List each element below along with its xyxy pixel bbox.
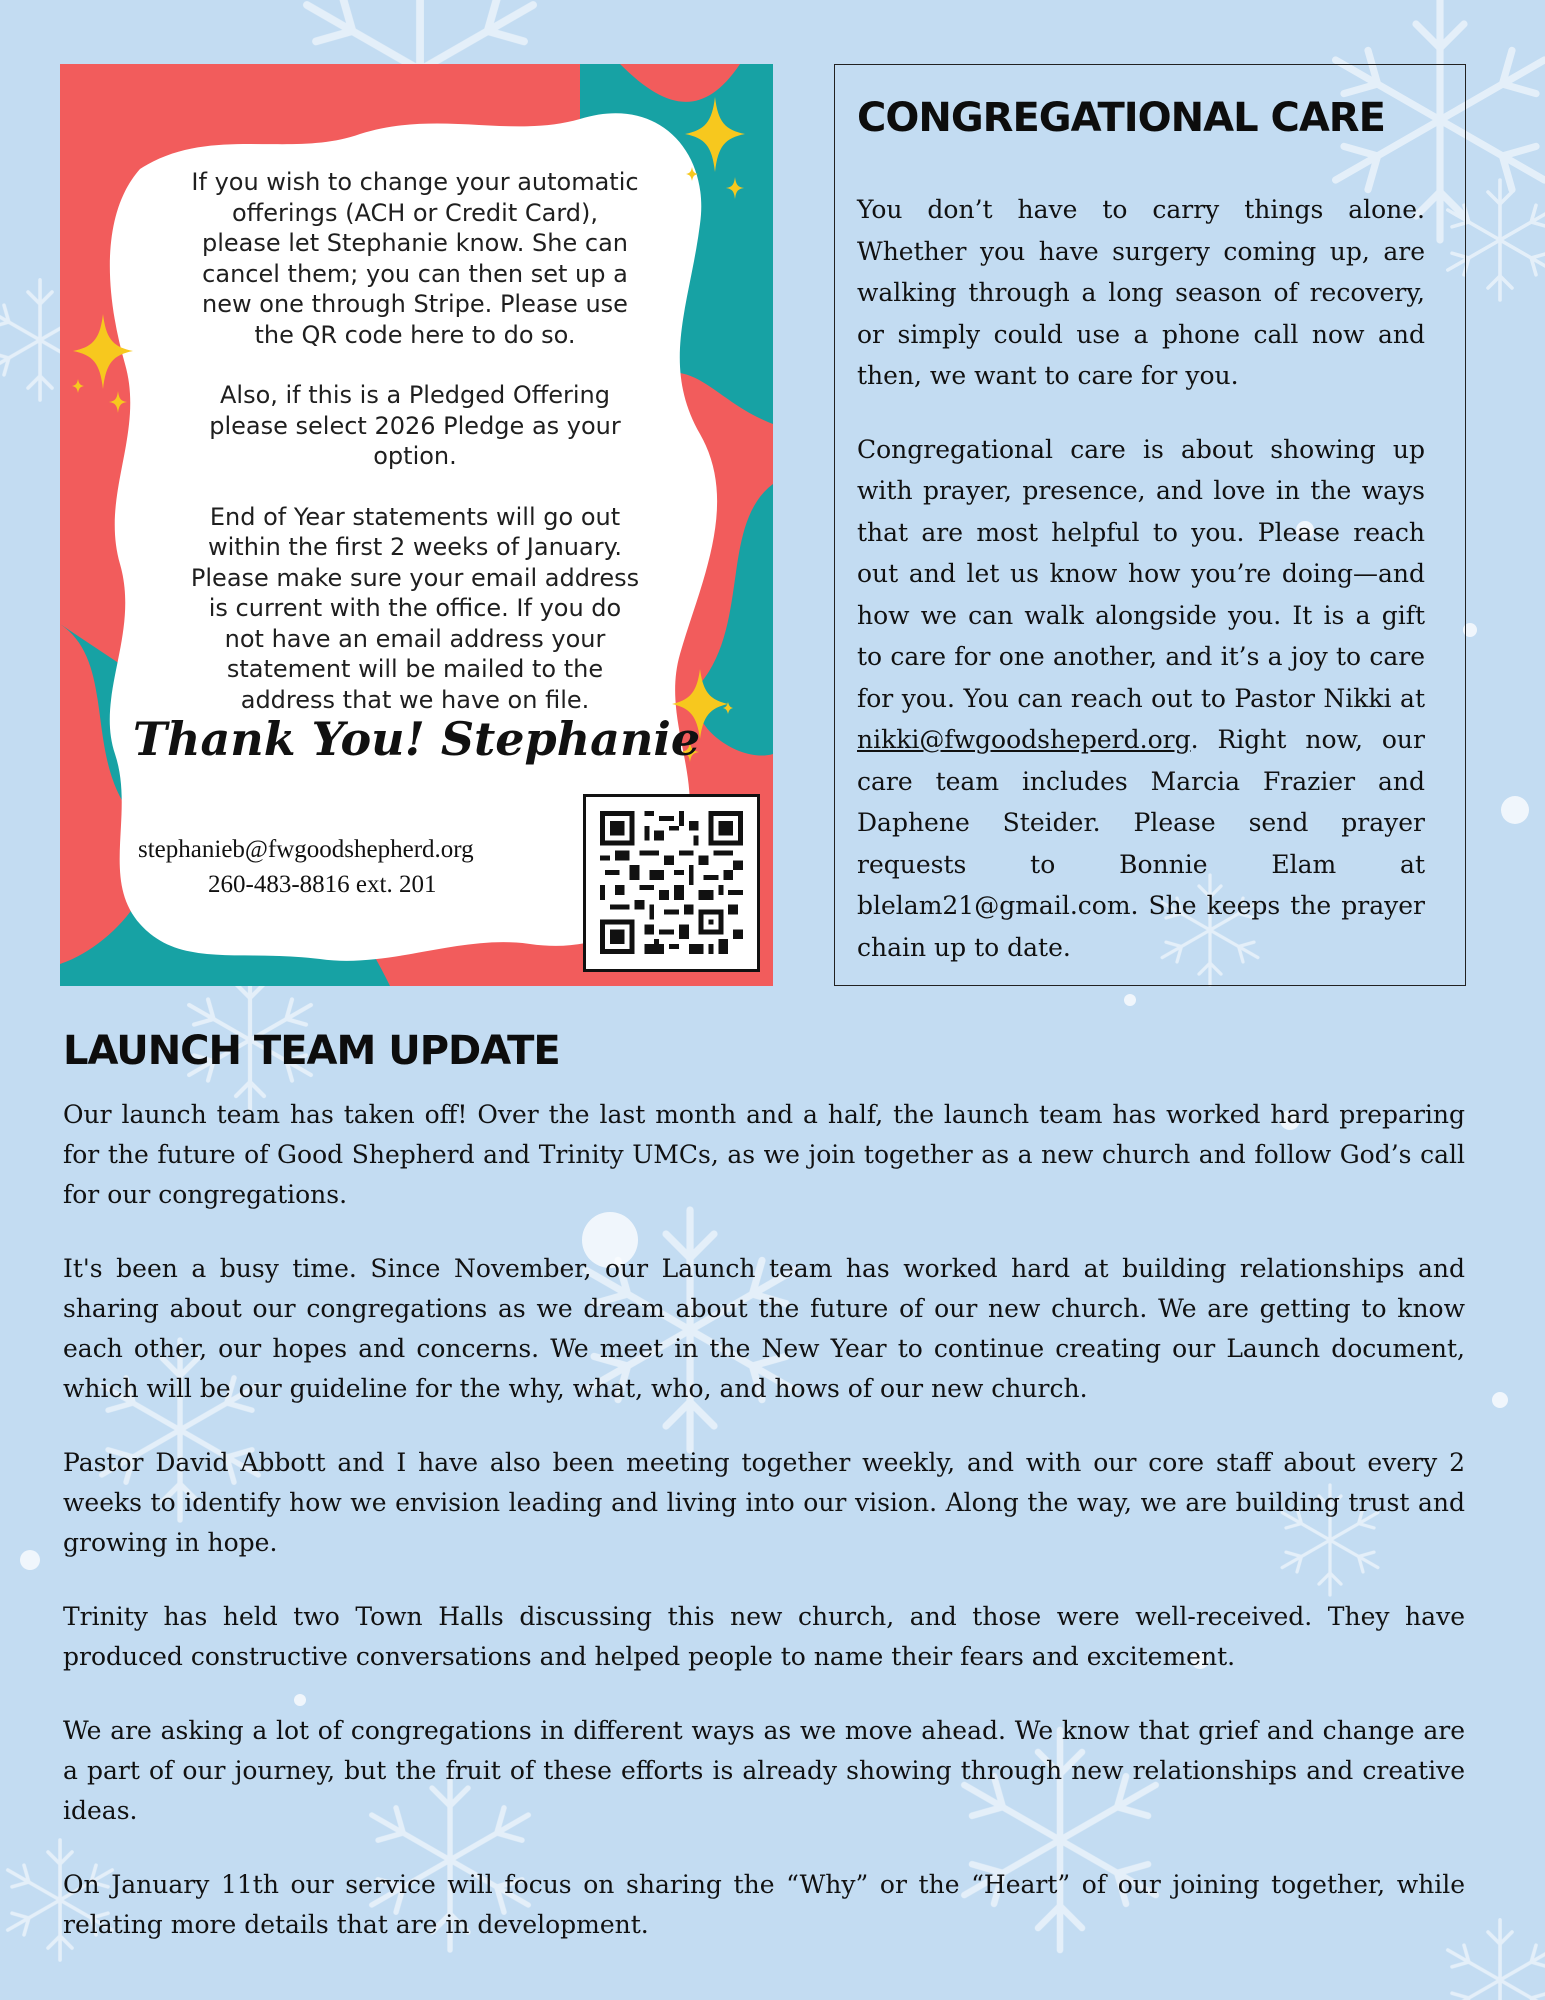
contact-info [138,832,558,902]
launch-paragraph: Pastor David Abbott and I have also been meeting together weekly, and with our core staff about every 2 weeks to identify how we envision leading and living into our vision. Along the way, we are building trust and growing in hope. [63,1448,1465,1557]
launch-paragraph: On January 11th our service will focus on sharing the “Why” or the “Heart” of our joining together, while relating more details that are in development. [63,1870,1465,1939]
care-paragraph: You don’t have to carry things alone. Whether you have surgery coming up, are walking through a long season of recovery, or simply could use a phone call now and then, we want to care for you. [857,195,1425,390]
launch-paragraph: Trinity has held two Town Halls discussing this new church, and those were well-received. They have produced constructive conversations and helped people to name their fears and excitement. [63,1602,1465,1671]
offering-card [60,64,773,986]
offering-paragraph: Also, if this is a Pledged Offering please select 2026 Pledge as your option. [209,381,621,470]
launch-body [63,1095,1465,1979]
launch-title: LAUNCH TEAM UPDATE [63,1028,560,1074]
sparkle-icon [680,92,750,202]
care-text: Congregational care is about showing up with prayer, presence, and love in the ways that are most helpful to you. Please reach out and let us know how you’re doing—and how we can walk alongside you. It is a gift to care for one another, and it’s a joy to care for you. You can reach out to Pastor Nikki at [857,434,1425,713]
care-paragraph [857,429,1425,969]
care-title: CONGREGATIONAL CARE [857,95,1385,141]
contact-email[interactable]: stephanieb@fwgoodshepherd.org [138,836,474,863]
offering-instructions [190,167,640,745]
offering-paragraph: End of Year statements will go out within the first 2 weeks of January. Please make sure your email address is current with the office. If you do not have an email address your statement will be mailed to the address that we have on file. [190,502,640,714]
signature: Thank You! Stephanie [132,712,701,766]
congregational-care-section [834,64,1466,986]
launch-paragraph: Our launch team has taken off! Over the last month and a half, the launch team has worked hard preparing for the future of Good Shepherd and Trinity UMCs, as we join together as a new church and follow God’s call for our congregations. [63,1100,1465,1209]
qr-code-icon[interactable] [583,794,760,972]
sparkle-icon [68,309,138,419]
launch-paragraph: It's been a busy time. Since November, our Launch team has worked hard at building relationships and sharing about our congregations as we dream about the future of our new church. We are getting to know each other, our hopes and concerns. We meet in the New Year to continue creating our Launch document, which will be our guideline for the why, what, who, and hows of our new church. [63,1254,1465,1403]
launch-paragraph: We are asking a lot of congregations in different ways as we move ahead. We know that grief and change are a part of our journey, but the fruit of these efforts is already showing through new relationships and creative ideas. [63,1716,1465,1825]
offering-paragraph: If you wish to change your automatic offerings (ACH or Credit Card), please let Stephanie know. She can cancel them; you can then set up a new one through Stripe. Please use the QR code here to do so. [191,168,639,349]
care-body [857,189,1425,1000]
care-text: . Right now, our care team includes Marcia Frazier and Daphene Steider. Please send prayer requests to Bonnie Elam at blelam21@gmail.com. She keeps the prayer chain up to date. [857,725,1425,962]
contact-phone[interactable]: 260-483-8816 ext. 201 [208,871,437,898]
pastor-email-link[interactable]: nikki@fwgoodsheperd.org [857,725,1191,754]
